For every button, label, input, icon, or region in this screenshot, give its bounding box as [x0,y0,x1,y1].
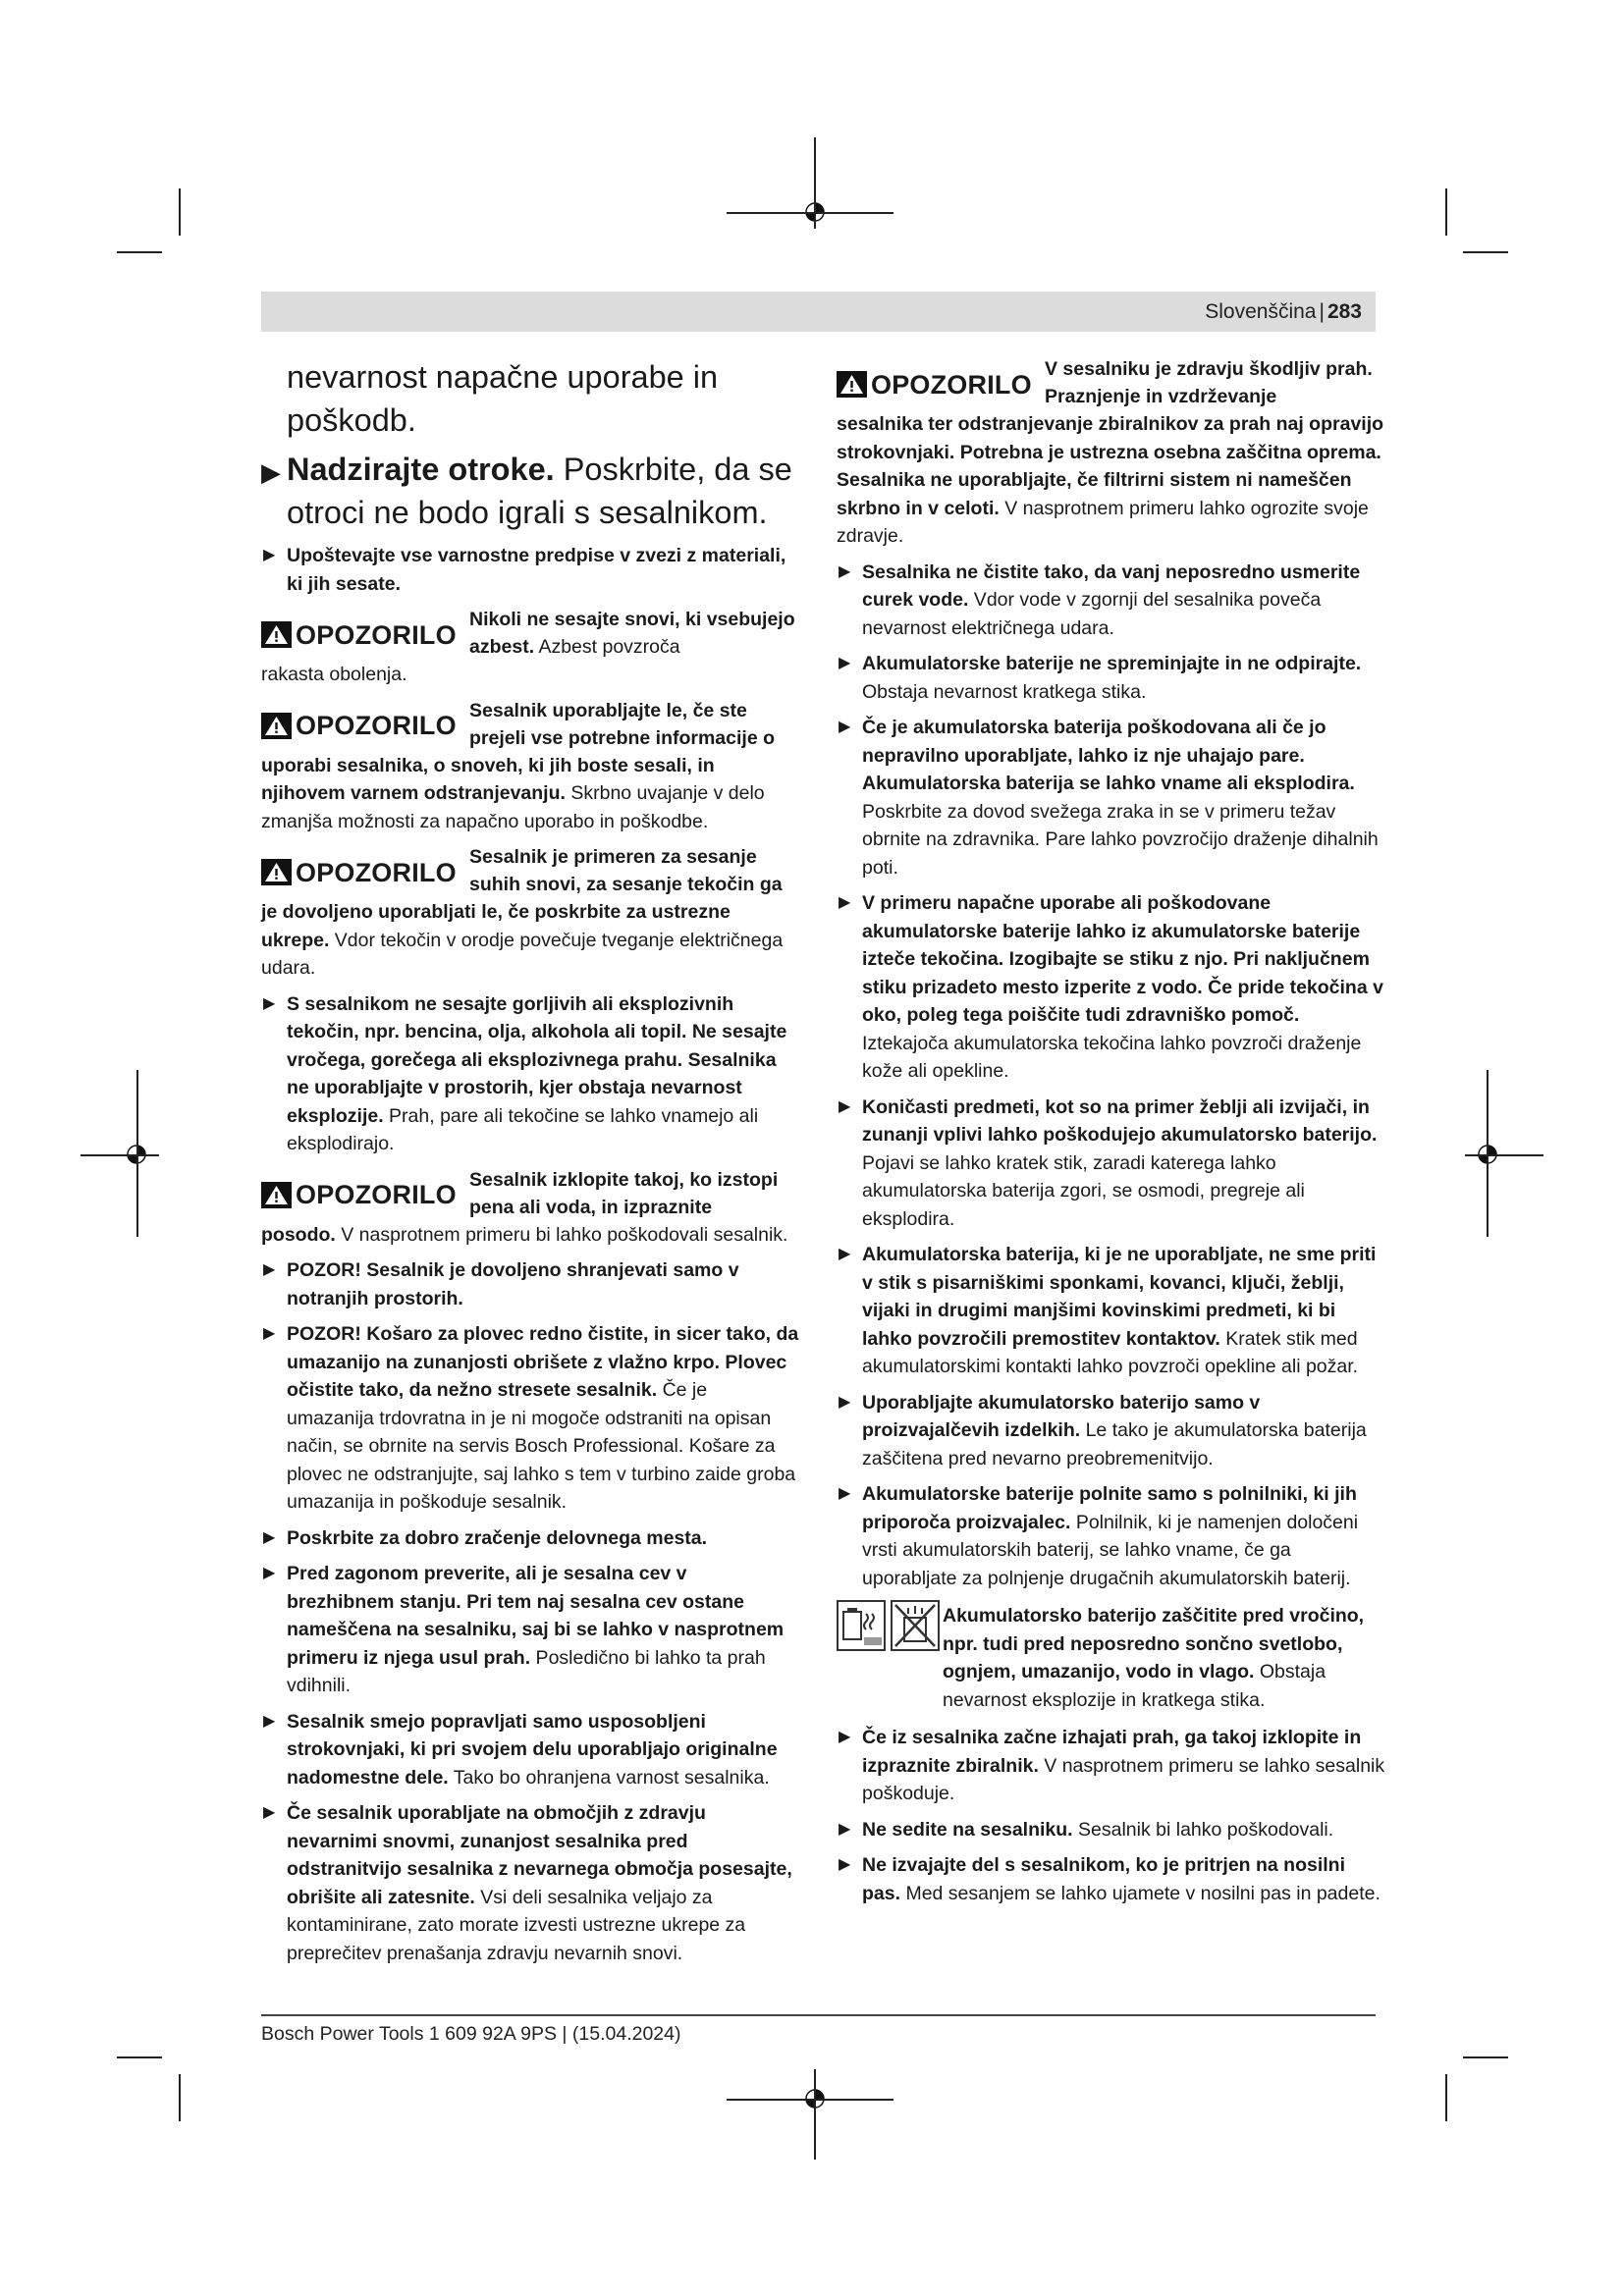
bullet-arrow-icon: ▶ [263,1804,276,1821]
bullet-arrow-icon: ▶ [839,1820,851,1838]
registration-line [1487,1070,1489,1237]
bullet-arrow-icon: ▶ [839,1246,851,1262]
warning-triangle-icon [261,1182,292,1208]
list-item: ▶ Koničasti predmeti, kot so na primer žeblji ali izvijači, in zunanji vplivi lahko poškodujejo akumulatorsko baterijo. Pojavi se lahko kratek stik, zaradi katerega lahko akumulatorska baterija zgori, se osmodi, pregreje ali eksplodira. [837,1094,1386,1234]
list-item: ▶ Če iz sesalnika začne izhajati prah, ga takoj izklopite in izpraznite zbiralnik. V nasprotnem primeru se lahko sesalnik poškoduje. [837,1724,1386,1808]
crop-mark [179,2074,181,2121]
footer-divider [261,2014,1376,2016]
bullet-arrow-icon: ▶ [261,457,281,487]
registration-line [1465,1154,1543,1156]
no-water-battery-icon [891,1600,940,1651]
bullet-arrow-icon: ▶ [839,1097,851,1115]
list-item: ▶ Pred zagonom preverite, ali je sesalna cev v brezhibnem stanju. Pri tem naj sesalna cev ostane nameščena na sesalniku, saj bi se lahko v nasprotnem primeru iz njega usul prah. Posledično bi lahko ta prah vdihnili. [261,1560,799,1700]
registration-line [727,2099,893,2101]
right-column [837,355,1386,1915]
list-item: ▶ Akumulatorske baterije polnite samo s polnilniki, ki jih priporoča proizvajalec. Polnilnik, ki je namenjen določeni vrsti akumulatorskih baterij, se lahko vname, če ga uporabljate za polnjenje drugačnih akumulatorskih baterij. [837,1480,1386,1592]
bullet-arrow-icon: ▶ [263,994,276,1012]
warning-triangle-icon [837,371,867,398]
warning-block: OPOZORILO Sesalnik je primeren za sesanje suhih snovi, za sesanje tekočin ga je dovoljeno uporabljati le, če poskrbite za ustrezne ukrepe. Vdor tekočin v orodje povečuje tveganje električnega udara. [261,843,799,983]
list-item: ▶ POZOR! Sesalnik je dovoljeno shranjevati samo v notranjih prostorih. [261,1256,799,1312]
list-item: ▶ Če je akumulatorska baterija poškodovana ali če jo nepravilno uporabljate, lahko iz nje uhajajo pare. Akumulatorska baterija se lahko vname ali eksplodira. Poskrbite za dovod svežega zraka in se v primeru težav obrnite na zdravnika. Pare lahko povzročijo draženje dihalnih poti. [837,714,1386,881]
registration-line [814,2069,816,2160]
warning-block: OPOZORILO V sesalniku je zdravju škodljiv prah. Praznjenje in vzdrževanje sesalnika ter odstranjevanje zbiralnikov za prah naj opravijo strokovnjaki. Potrebna je ustrezna osebna zaščitna oprema. Sesalnika ne uporabljajte, če filtrirni sistem ni nameščen skrbno in v celoti. V nasprotnem primeru lahko ogrozite svoje zdravje. [837,355,1386,551]
list-item: ▶ Akumulatorska baterija, ki je ne uporabljate, ne sme priti v stik s pisarniškimi sponkami, kovanci, ključi, žeblji, vijaki in drugimi manjšimi kovinskimi predmeti, ki bi lahko povzročili premostitev kontaktov. Kratek stik med akumulatorskimi kontakti lahko povzroči opekline ali požar. [837,1241,1386,1381]
battery-warning-block: Akumulatorsko baterijo zaščitite pred vročino, npr. tudi pred neposredno sončno svetlobo, ognjem, umazanijo, vodo in vlago. Obstaja nevarnost eksplozije in kratkega stika. [837,1600,1386,1714]
page-footer: Bosch Power Tools 1 609 92A 9PS | (15.04.2024) [261,2023,681,2045]
page-header [261,292,1376,332]
bullet-arrow-icon: ▶ [839,1393,851,1411]
warning-block: OPOZORILO Sesalnik uporabljajte le, če ste prejeli vse potrebne informacije o uporabi sesalnika, o snoveh, ki jih boste sesali, in njihovem varnem odstranjevanju. Skrbno uvajanje v delo zmanjša možnosti za napačno uporabo in poškodbe. [261,697,799,836]
list-item: ▶ Poskrbite za dobro zračenje delovnega mesta. [261,1524,799,1553]
warning-triangle-icon [261,621,292,648]
list-item: ▶ Ne sedite na sesalniku. Sesalnik bi lahko poškodovali. [837,1816,1386,1844]
warning-triangle-icon [261,713,292,739]
list-item: ▶ Upoštevajte vse varnostne predpise v zvezi z materiali, ki jih sesate. [261,542,799,598]
crop-mark [1463,2056,1508,2058]
warning-block: OPOZORILO Nikoli ne sesajte snovi, ki vsebujejo azbest. Azbest povzroča rakasta obolenja. [261,606,799,689]
battery-heat-max-50c-icon [837,1600,886,1651]
bullet-arrow-icon: ▶ [263,1565,276,1581]
list-item: ▶ POZOR! Košaro za plovec redno čistite, in sicer tako, da umazanijo na zunanjosti obrišete z vlažno krpo. Plovec očistite tako, da nežno stresete sesalnik. Če je umazanija trdovratna in je ni mogoče odstraniti na opisan način, se obrnite na servis Bosch Professional. Košare za plovec ne odstranjujte, saj lahko s tem v turbino zaide groba umazanija in poškoduje sesalnik. [261,1320,799,1517]
crop-mark [1445,188,1447,236]
bullet-arrow-icon: ▶ [263,547,276,563]
left-column [261,355,799,1975]
list-item: ▶ Če sesalnik uporabljate na območjih z zdravju nevarnimi snovmi, zunanjost sesalnika pred odstranitvijo sesalnika z nevarnega območja posesajte, obrišite ali zatesnite. Vsi deli sesalnika veljajo za kontaminirane, zato morate izvesti ustrezne ukrepe za preprečitev prenašanja zdravju nevarnih snovi. [261,1799,799,1967]
registration-line [81,1154,159,1156]
header-text: Slovenščina | 283 [1205,300,1362,323]
crop-mark [117,251,162,253]
list-item: ▶ Uporabljajte akumulatorsko baterijo samo v proizvajalčevih izdelkih. Le tako je akumulatorska baterija zaščitena pred nevarno preobremenitvijo. [837,1389,1386,1473]
bullet-arrow-icon: ▶ [839,1856,851,1873]
page-number: 283 [1326,300,1362,323]
bullet-arrow-icon: ▶ [839,894,851,911]
bullet-arrow-icon: ▶ [839,562,851,580]
list-item: ▶ Akumulatorske baterije ne spreminjajte in ne odpirajte. Obstaja nevarnost kratkega stika. [837,650,1386,706]
header-language: Slovenščina [1205,300,1317,323]
bullet-arrow-icon: ▶ [263,1712,276,1730]
warning-triangle-icon [261,859,292,885]
crop-mark [1463,251,1508,253]
list-item: ▶ Sesalnika ne čistite tako, da vanj neposredno usmerite curek vode. Vdor vode v zgornji del sesalnika poveča nevarnost električnega udara. [837,559,1386,643]
bullet-arrow-icon: ▶ [263,1261,276,1278]
bullet-arrow-icon: ▶ [839,655,851,671]
warning-label: OPOZORILO [261,1166,469,1221]
list-item: ▶ V primeru napačne uporabe ali poškodovane akumulatorske baterije lahko iz akumulatorske baterije izteče tekočina. Izogibajte se stiku z njo. Pri naključnem stiku prizadeto mesto izperite z vodo. Če pride tekočina v oko, poleg tega poiščite tudi zdravniško pomoč. Iztekajoča akumulatorska tekočina lahko povzroči draženje kože ali opekline. [837,889,1386,1086]
warning-label: OPOZORILO [261,697,469,752]
bullet-arrow-icon: ▶ [839,719,851,735]
crop-mark [179,188,181,236]
bullet-arrow-icon: ▶ [839,1485,851,1502]
continued-text: nevarnost napačne uporabe in poškodb. [287,359,719,438]
warning-label: OPOZORILO [837,355,1045,410]
list-item: ▶ Sesalnik smejo popravljati samo usposobljeni strokovnjaki, ki pri svojem delu uporabljajo originalne nadomestne dele. Tako bo ohranjena varnost sesalnika. [261,1708,799,1792]
bullet-arrow-icon: ▶ [263,1325,276,1342]
registration-line [727,212,893,214]
list-item: ▶ S sesalnikom ne sesajte gorljivih ali eksplozivnih tekočin, npr. bencina, olja, alkohola ali topil. Ne sesajte vročega, gorečega ali eksplozivnega prahu. Sesalnika ne uporabljajte v prostorih, kjer obstaja nevarnost eksplozije. Prah, pare ali tekočine se lahko vnamejo ali eksplodirajo. [261,990,799,1158]
list-item: ▶ Nadzirajte otroke. Poskrbite, da se otroci ne bodo igrali s sesalnikom. [261,452,792,530]
bullet-arrow-icon: ▶ [839,1729,851,1745]
list-item: ▶ Ne izvajajte del s sesalnikom, ko je pritrjen na nosilni pas. Med sesanjem se lahko ujamete v nosilni pas in padete. [837,1851,1386,1907]
crop-mark [117,2056,162,2058]
warning-label: OPOZORILO [261,843,469,898]
registration-line [814,137,816,229]
crop-mark [1445,2074,1447,2121]
registration-line [136,1070,138,1237]
warning-label: OPOZORILO [261,606,469,661]
warning-block: OPOZORILO Sesalnik izklopite takoj, ko izstopi pena ali voda, in izpraznite posodo. V nasprotnem primeru bi lahko poškodovali sesalnik. [261,1166,799,1250]
bullet-arrow-icon: ▶ [263,1528,276,1546]
